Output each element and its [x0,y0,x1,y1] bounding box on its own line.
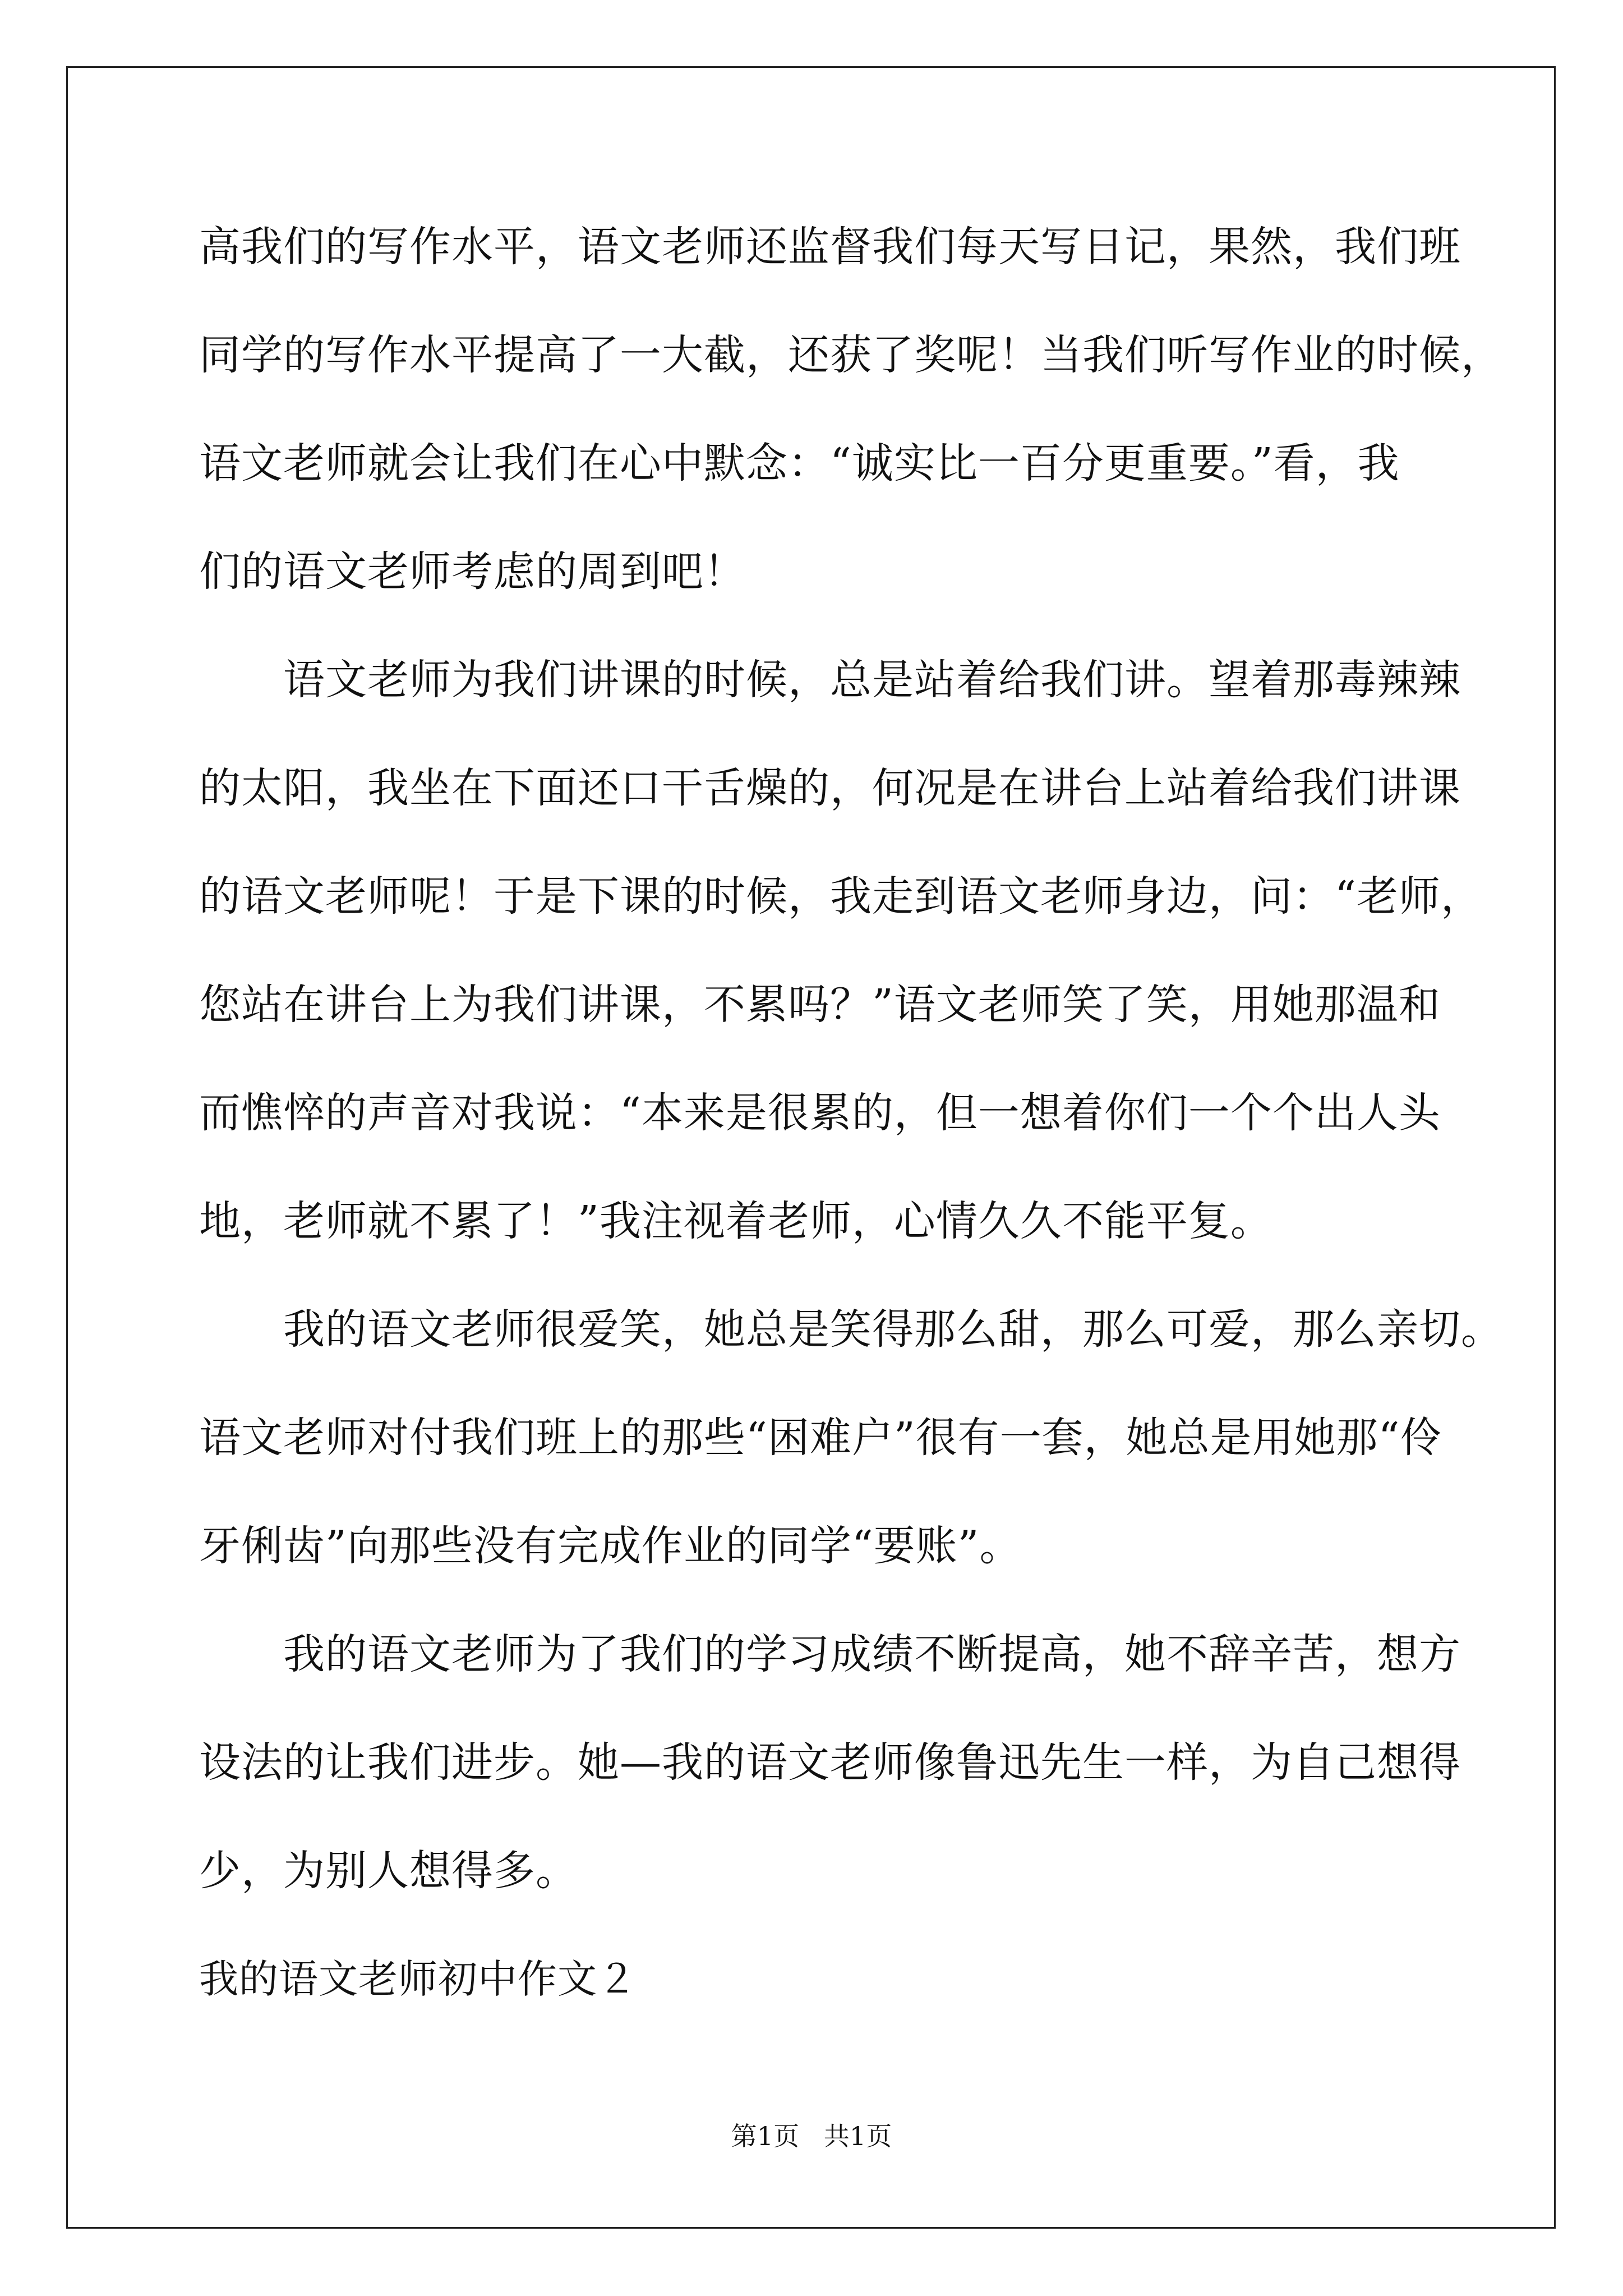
text-line: 的太阳，我坐在下面还口干舌燥的，何况是在讲台上站着给我们讲课 [199,764,1461,812]
page-footer: 第1页 共1页 [731,2121,892,2151]
text-line: 们的语文老师考虑的周到吧！ [199,547,746,596]
text-line: 的语文老师呢！于是下课的时候，我走到语文老师身边，问：“老师， [199,872,1483,921]
text-line: 高我们的写作水平，语文老师还监督我们每天写日记，果然，我们班 [199,223,1461,271]
text-line: 设法的让我们进步。她—我的语文老师像鲁迅先生一样，为自己想得 [199,1738,1461,1787]
text-line: 地，老师就不累了！”我注视着老师，心情久久不能平复。 [199,1197,1272,1245]
text-line: 同学的写作水平提高了一大截，还获了奖呢！当我们听写作业的时候， [199,331,1503,379]
text-line: 语文老师就会让我们在心中默念：“诚实比一百分更重要。”看，我 [199,439,1400,487]
page-border [66,66,1556,2229]
text-line: 我的语文老师很爱笑，她总是笑得那么甜，那么可爱，那么亲切。 [199,1305,1503,1354]
text-line: 而憔悴的声音对我说：“本来是很累的，但一想着你们一个个出人头 [199,1089,1441,1137]
text-line: 牙俐齿”向那些没有完成作业的同学“要账”。 [199,1522,1022,1570]
text-line: 少，为别人想得多。 [199,1847,578,1895]
text-line: 语文老师对付我们班上的那些“困难户”很有一套，她总是用她那“伶 [199,1414,1442,1462]
section-heading: 我的语文老师初中作文２ [199,1956,637,2002]
text-line: 我的语文老师为了我们的学习成绩不断提高，她不辞辛苦，想方 [199,1630,1461,1678]
text-line: 语文老师为我们讲课的时候，总是站着给我们讲。望着那毒辣辣 [199,656,1461,704]
text-line: 您站在讲台上为我们讲课，不累吗？”语文老师笑了笑，用她那温和 [199,981,1441,1029]
